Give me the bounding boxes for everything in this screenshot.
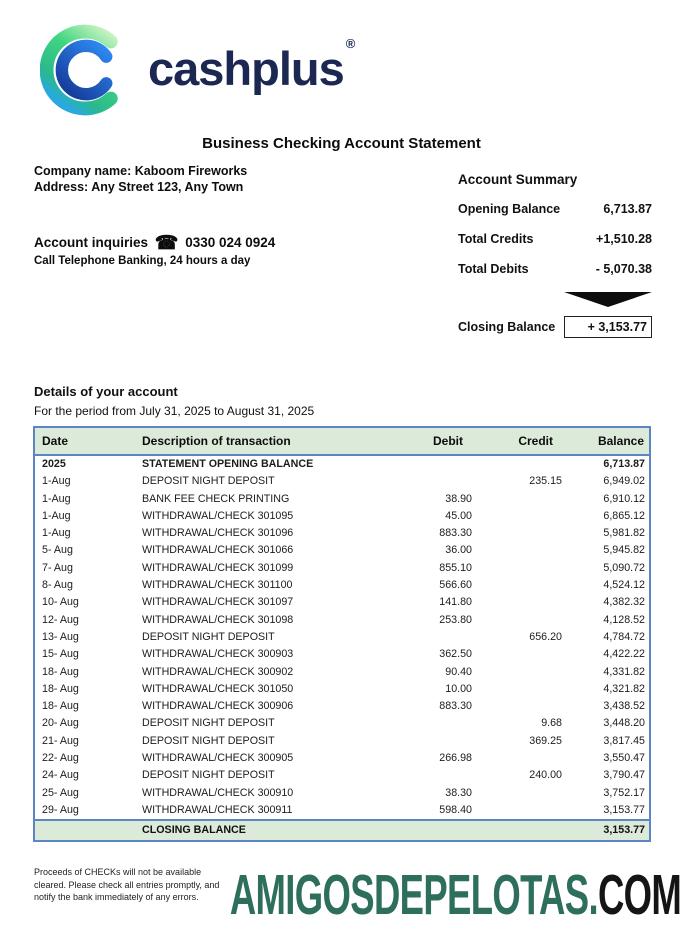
cell-balance: 5,981.82 bbox=[603, 527, 645, 540]
phone-number: 0330 024 0924 bbox=[185, 235, 276, 250]
cell-credit bbox=[476, 750, 566, 767]
checks-disclaimer bbox=[34, 866, 219, 904]
closing-row-date-cell bbox=[35, 820, 135, 840]
cell-date: 8- Aug bbox=[42, 579, 73, 592]
cell-date: 18- Aug bbox=[42, 665, 79, 678]
cell-debit: 266.98 bbox=[439, 752, 472, 765]
cell-date: 1-Aug bbox=[42, 509, 71, 522]
total-credits-label: Total Credits bbox=[458, 232, 534, 246]
table-row bbox=[35, 508, 649, 525]
cell-debit: 598.40 bbox=[439, 803, 472, 816]
cell-credit: 9.68 bbox=[541, 717, 562, 730]
cell-description: DEPOSIT NIGHT DEPOSIT bbox=[142, 717, 275, 730]
table-row bbox=[35, 473, 649, 490]
table-row bbox=[35, 542, 649, 559]
cell-balance: 4,784.72 bbox=[603, 630, 645, 643]
cell-debit: 38.90 bbox=[445, 492, 472, 505]
cell-balance: 4,422.22 bbox=[603, 648, 645, 661]
cell-balance: 3,790.47 bbox=[603, 769, 645, 782]
table-row bbox=[35, 698, 649, 715]
telephone-icon: ☎ bbox=[154, 233, 179, 254]
cell-description: WITHDRAWAL/CHECK 300911 bbox=[142, 803, 293, 816]
cell-credit bbox=[476, 508, 566, 525]
cell-description: WITHDRAWAL/CHECK 300905 bbox=[142, 752, 294, 765]
cell-balance: 4,321.82 bbox=[603, 682, 645, 695]
table-row bbox=[35, 646, 649, 663]
cell-debit: 36.00 bbox=[445, 544, 472, 557]
table-row bbox=[35, 733, 649, 750]
cell-balance: 6,910.12 bbox=[603, 492, 645, 505]
table-header-row bbox=[35, 428, 649, 455]
cell-date: 7- Aug bbox=[42, 561, 73, 574]
cell-credit bbox=[476, 594, 566, 611]
cell-debit: 362.50 bbox=[439, 648, 472, 661]
cell-date: 10- Aug bbox=[42, 596, 79, 609]
statement-title: Business Checking Account Statement bbox=[202, 135, 481, 152]
cell-credit: 240.00 bbox=[529, 769, 562, 782]
cell-date: 5- Aug bbox=[42, 544, 73, 557]
cell-balance: 5,090.72 bbox=[603, 561, 645, 574]
cell-date: 24- Aug bbox=[42, 769, 79, 782]
cell-date: 1-Aug bbox=[42, 527, 71, 540]
cell-date: 21- Aug bbox=[42, 734, 79, 747]
cell-description: WITHDRAWAL/CHECK 301097 bbox=[142, 596, 294, 609]
cell-credit: 369.25 bbox=[529, 734, 562, 747]
cell-date: 25- Aug bbox=[42, 786, 79, 799]
closing-balance-row bbox=[458, 316, 652, 338]
cell-credit bbox=[476, 577, 566, 594]
col-header-credit: Credit bbox=[476, 428, 566, 455]
cell-description: WITHDRAWAL/CHECK 301066 bbox=[142, 544, 294, 557]
cell-description: WITHDRAWAL/CHECK 301099 bbox=[142, 561, 294, 574]
disclaimer-line-3: notify the bank immediately of any errors. bbox=[34, 892, 199, 902]
cell-date: 22- Aug bbox=[42, 752, 79, 765]
company-name: Company name: Kaboom Fireworks bbox=[34, 164, 248, 178]
account-summary bbox=[458, 172, 652, 338]
closing-balance-label: Closing Balance bbox=[458, 320, 556, 334]
cell-description: DEPOSIT NIGHT DEPOSIT bbox=[142, 734, 275, 747]
cell-balance: 5,945.82 bbox=[603, 544, 645, 557]
opening-balance-value: 6,713.87 bbox=[603, 202, 652, 216]
cell-date: 2025 bbox=[42, 458, 66, 470]
cell-date: 29- Aug bbox=[42, 803, 79, 816]
cell-date: 12- Aug bbox=[42, 613, 79, 626]
cell-credit bbox=[476, 785, 566, 802]
cell-debit bbox=[388, 473, 476, 490]
brand-wordmark bbox=[148, 35, 355, 96]
table-row bbox=[35, 681, 649, 698]
cell-debit: 10.00 bbox=[445, 682, 472, 695]
closing-row-label: CLOSING BALANCE bbox=[135, 820, 388, 840]
table-row bbox=[35, 525, 649, 542]
cell-date: 1-Aug bbox=[42, 475, 71, 488]
cell-credit: 235.15 bbox=[529, 475, 562, 488]
registered-mark: ® bbox=[345, 35, 355, 51]
cell-description: WITHDRAWAL/CHECK 301100 bbox=[142, 579, 293, 592]
summary-row-opening bbox=[458, 202, 652, 216]
account-inquiries bbox=[34, 232, 275, 255]
table-row bbox=[35, 802, 649, 820]
table-row bbox=[35, 767, 649, 784]
cell-date: 20- Aug bbox=[42, 717, 79, 730]
cell-debit bbox=[388, 455, 476, 473]
cell-description: STATEMENT OPENING BALANCE bbox=[142, 458, 314, 470]
disclaimer-line-1: Proceeds of CHECKs will not be available bbox=[34, 867, 202, 877]
cell-debit: 253.80 bbox=[439, 613, 472, 626]
cell-credit bbox=[476, 491, 566, 508]
col-header-balance: Balance bbox=[566, 428, 649, 455]
watermark-tld: COM bbox=[597, 863, 681, 927]
cell-credit bbox=[476, 525, 566, 542]
col-header-date: Date bbox=[35, 428, 135, 455]
cell-description: WITHDRAWAL/CHECK 300903 bbox=[142, 648, 294, 661]
cashplus-logo bbox=[40, 24, 355, 116]
summary-row-debits bbox=[458, 262, 652, 276]
cell-debit: 141.80 bbox=[439, 596, 472, 609]
cell-balance: 6,949.02 bbox=[603, 475, 645, 488]
table-row bbox=[35, 455, 649, 473]
summary-title: Account Summary bbox=[458, 172, 578, 187]
cell-description: WITHDRAWAL/CHECK 301096 bbox=[142, 527, 294, 540]
cell-debit: 566.60 bbox=[439, 579, 472, 592]
cell-description: DEPOSIT NIGHT DEPOSIT bbox=[142, 475, 275, 488]
cell-description: WITHDRAWAL/CHECK 301095 bbox=[142, 509, 294, 522]
cell-description: DEPOSIT NIGHT DEPOSIT bbox=[142, 769, 275, 782]
cell-description: BANK FEE CHECK PRINTING bbox=[142, 492, 290, 505]
table-row bbox=[35, 594, 649, 611]
table-row bbox=[35, 491, 649, 508]
total-debits-label: Total Debits bbox=[458, 262, 529, 276]
cell-credit bbox=[476, 802, 566, 820]
cell-balance: 3,153.77 bbox=[603, 803, 645, 816]
cell-debit: 38.30 bbox=[445, 786, 472, 799]
inquiries-label: Account inquiries bbox=[34, 235, 149, 250]
cell-credit: 656.20 bbox=[529, 630, 562, 643]
cell-balance: 3,752.17 bbox=[603, 786, 645, 799]
cell-description: DEPOSIT NIGHT DEPOSIT bbox=[142, 630, 275, 643]
closing-balance-table-row bbox=[35, 820, 649, 840]
cell-credit bbox=[476, 560, 566, 577]
total-debits-value: - 5,070.38 bbox=[595, 262, 652, 276]
cell-date: 1-Aug bbox=[42, 492, 71, 505]
telephone-banking-note: Call Telephone Banking, 24 hours a day bbox=[34, 255, 251, 267]
cell-credit bbox=[476, 698, 566, 715]
brand-name: cashplus bbox=[148, 41, 344, 95]
table-row bbox=[35, 629, 649, 646]
cell-debit: 883.30 bbox=[439, 527, 472, 540]
cell-date: 18- Aug bbox=[42, 700, 79, 713]
cell-credit bbox=[476, 612, 566, 629]
cell-balance: 4,128.52 bbox=[603, 613, 645, 626]
cell-date: 13- Aug bbox=[42, 630, 79, 643]
disclaimer-line-2: cleared. Please check all entries promptly, and bbox=[34, 879, 220, 890]
cell-description: WITHDRAWAL/CHECK 300902 bbox=[142, 665, 294, 678]
statement-period: For the period from July 31, 2025 to August 31, 2025 bbox=[34, 404, 315, 418]
col-header-description: Description of transaction bbox=[135, 428, 388, 455]
site-watermark bbox=[230, 862, 681, 928]
cell-credit bbox=[476, 664, 566, 681]
cell-debit bbox=[388, 733, 476, 750]
cell-description: WITHDRAWAL/CHECK 300910 bbox=[142, 786, 294, 799]
table-row bbox=[35, 664, 649, 681]
total-credits-value: +1,510.28 bbox=[596, 232, 652, 246]
cell-balance: 6,865.12 bbox=[603, 509, 645, 522]
summary-row-credits bbox=[458, 232, 652, 246]
cell-debit bbox=[388, 629, 476, 646]
cell-credit bbox=[476, 646, 566, 663]
cell-description: WITHDRAWAL/CHECK 301050 bbox=[142, 682, 294, 695]
transactions-body bbox=[35, 455, 649, 820]
table-row bbox=[35, 785, 649, 802]
cell-debit: 883.30 bbox=[439, 700, 472, 713]
table-row bbox=[35, 612, 649, 629]
cell-credit bbox=[476, 455, 566, 473]
cell-balance: 3,438.52 bbox=[603, 700, 645, 713]
cell-description: WITHDRAWAL/CHECK 300906 bbox=[142, 700, 294, 713]
cell-balance: 3,550.47 bbox=[603, 752, 645, 765]
cell-balance: 6,713.87 bbox=[603, 458, 645, 470]
arrow-down-icon bbox=[564, 292, 652, 307]
table-row bbox=[35, 560, 649, 577]
cell-debit: 90.40 bbox=[445, 665, 472, 678]
cell-credit bbox=[476, 681, 566, 698]
closing-row-balance: 3,153.77 bbox=[566, 820, 649, 840]
table-row bbox=[35, 715, 649, 732]
cell-date: 15- Aug bbox=[42, 648, 79, 661]
cell-balance: 4,524.12 bbox=[603, 579, 645, 592]
closing-balance-value: + 3,153.77 bbox=[564, 316, 652, 338]
cell-balance: 4,382.32 bbox=[603, 596, 645, 609]
opening-balance-label: Opening Balance bbox=[458, 202, 561, 216]
watermark-name: AMIGOSDEPELOTAS. bbox=[229, 863, 598, 927]
cell-balance: 3,448.20 bbox=[603, 717, 645, 730]
table-row bbox=[35, 577, 649, 594]
company-address: Address: Any Street 123, Any Town bbox=[34, 179, 244, 194]
company-block bbox=[34, 164, 247, 195]
cell-credit bbox=[476, 542, 566, 559]
transactions-table bbox=[33, 426, 651, 842]
col-header-debit: Debit bbox=[388, 428, 476, 455]
cell-balance: 3,817.45 bbox=[603, 734, 645, 747]
cell-debit bbox=[388, 715, 476, 732]
table-row bbox=[35, 750, 649, 767]
details-heading: Details of your account bbox=[34, 384, 178, 399]
cell-debit bbox=[388, 767, 476, 784]
cell-date: 18- Aug bbox=[42, 682, 79, 695]
cell-description: WITHDRAWAL/CHECK 301098 bbox=[142, 613, 294, 626]
cell-debit: 45.00 bbox=[445, 509, 472, 522]
cashplus-c-icon bbox=[40, 24, 132, 116]
cell-debit: 855.10 bbox=[439, 561, 472, 574]
cell-balance: 4,331.82 bbox=[603, 665, 645, 678]
